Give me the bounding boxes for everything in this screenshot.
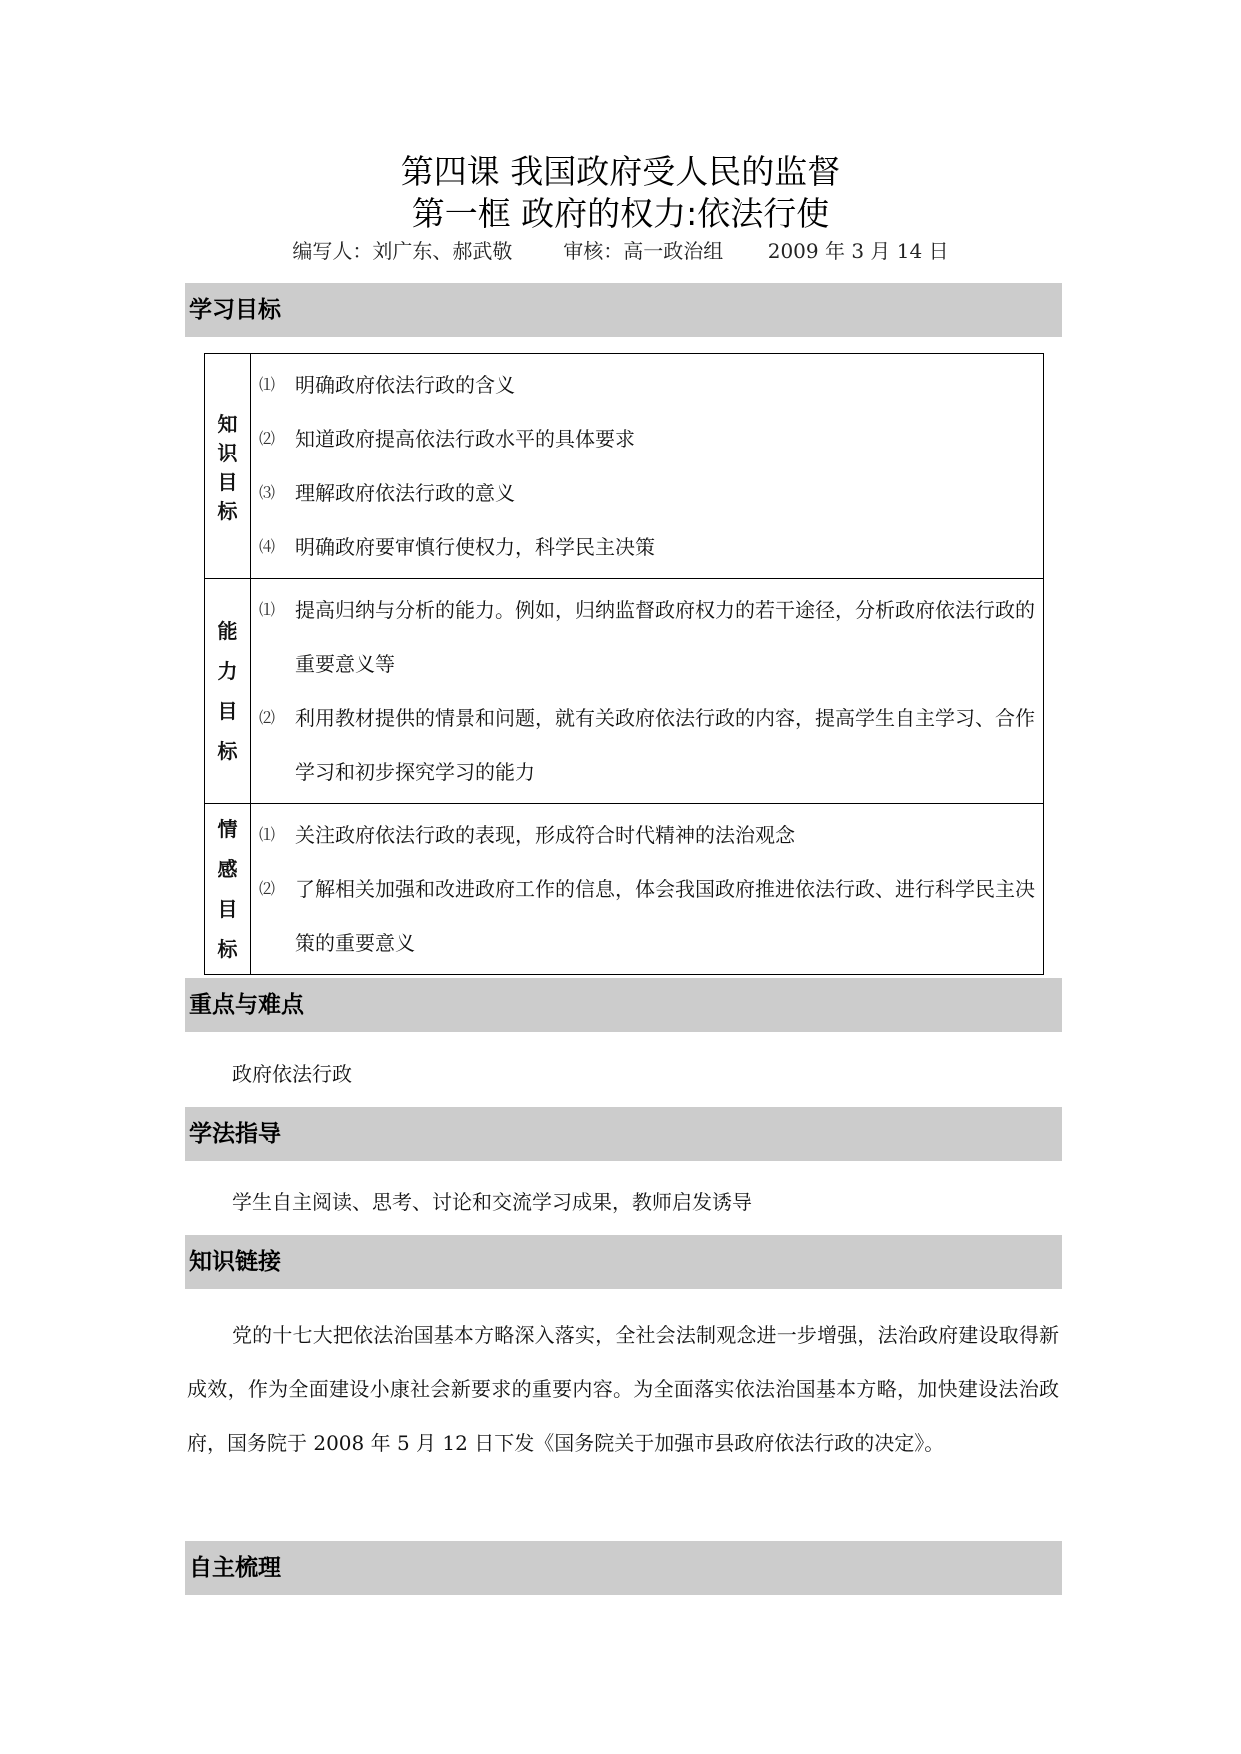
section-key-points-heading: 重点与难点 — [185, 978, 1062, 1032]
ability-goals-row — [205, 579, 1044, 804]
ability-goals-content — [251, 579, 1044, 804]
knowledge-goals-content — [251, 354, 1044, 579]
study-guide-text: 学生自主阅读、思考、讨论和交流学习成果，教师启发诱导 — [232, 1190, 752, 1214]
key-points-text: 政府依法行政 — [232, 1062, 352, 1086]
goal-item: ⑵ 了解相关加强和改进政府工作的信息，体会我国政府推进依法行政、进行科学民主决策的重要意义 — [259, 877, 1035, 955]
author-info: 编写人：刘广东、郝武敬 审核：高一政治组 2009 年 3 月 14 日 — [292, 239, 949, 263]
emotion-goals-content — [251, 804, 1044, 975]
goal-item: ⑵ 知道政府提高依法行政水平的具体要求 — [259, 427, 635, 451]
emotion-goals-label: 情 感 目 标 — [205, 804, 251, 975]
ability-goals-label: 能 力 目 标 — [205, 579, 251, 804]
goal-item: ⑶ 理解政府依法行政的意义 — [259, 481, 515, 505]
knowledge-goals-row — [205, 354, 1044, 579]
section-self-review-heading: 自主梳理 — [185, 1541, 1062, 1595]
goal-item: ⑷ 明确政府要审慎行使权力，科学民主决策 — [259, 535, 655, 559]
lesson-title: 第四课 我国政府受人民的监督 — [400, 152, 841, 191]
goal-item: ⑴ 明确政府依法行政的含义 — [259, 373, 515, 397]
objectives-table — [204, 353, 1044, 975]
emotion-goals-row — [205, 804, 1044, 975]
goal-item: ⑵ 利用教材提供的情景和问题，就有关政府依法行政的内容，提高学生自主学习、合作学习和初步探究学习的能力 — [259, 706, 1035, 784]
section-knowledge-link-heading: 知识链接 — [185, 1235, 1062, 1289]
goal-item: ⑴ 关注政府依法行政的表现，形成符合时代精神的法治观念 — [259, 823, 795, 847]
knowledge-goals-label: 知 识 目 标 — [205, 354, 251, 579]
section-objectives-heading: 学习目标 — [185, 283, 1062, 337]
knowledge-link-paragraph: 党的十七大把依法治国基本方略深入落实，全社会法制观念进一步增强，法治政府建设取得新成效，作为全面建设小康社会新要求的重要内容。为全面落实依法治国基本方略，加快建设法治政府，国务院于 2008 年 5 月 12 日下发《国务院关于加强市县政府依法行政的决定》。 — [187, 1323, 1059, 1455]
lesson-subtitle: 第一框 政府的权力:依法行使 — [411, 194, 830, 233]
goal-item: ⑴ 提高归纳与分析的能力。例如，归纳监督政府权力的若干途径，分析政府依法行政的重要意义等 — [259, 598, 1035, 676]
section-study-guide-heading: 学法指导 — [185, 1107, 1062, 1161]
